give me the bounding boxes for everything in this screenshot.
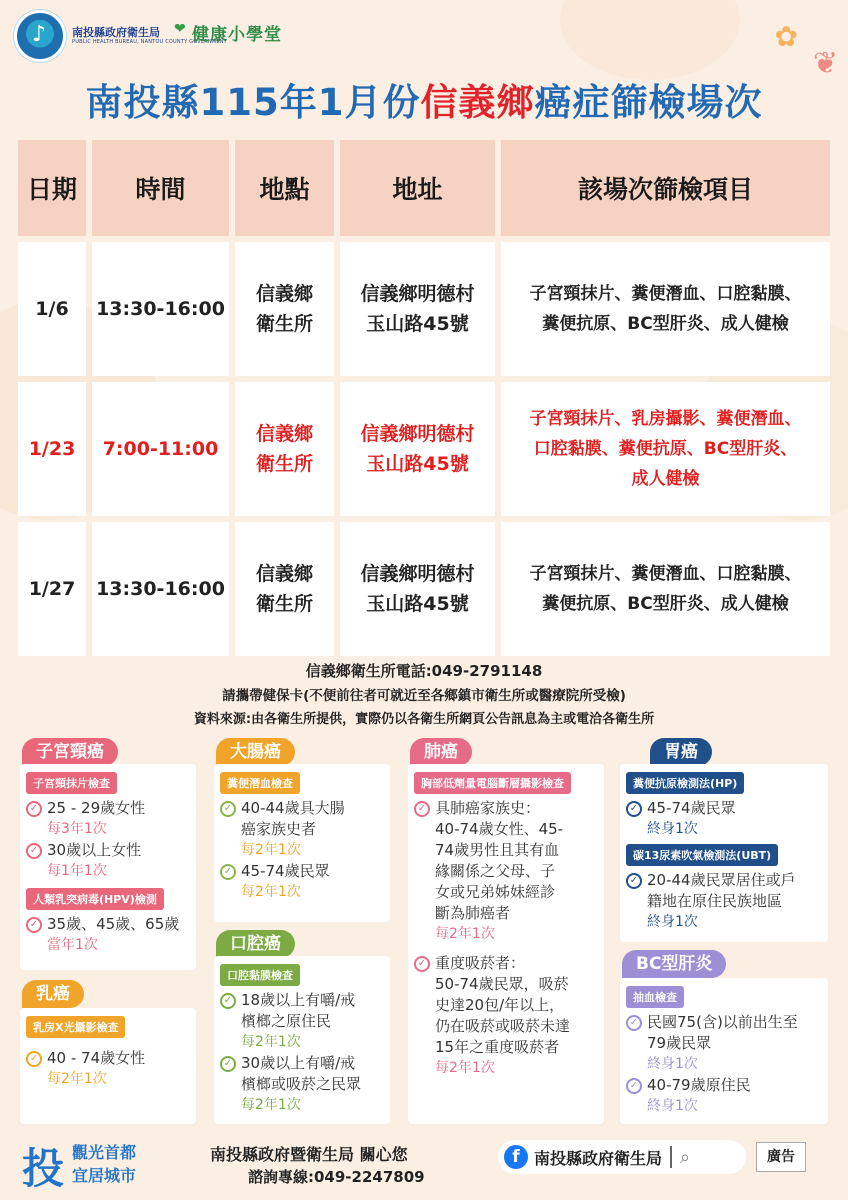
item-line: 40-44歲具大腸 <box>241 799 345 817</box>
addr-line: 信義鄉明德村 <box>360 283 475 305</box>
item-frequency: 每2年1次 <box>241 1097 301 1113</box>
item-frequency: 終身1次 <box>647 914 698 930</box>
list-item <box>220 861 384 882</box>
health-school-label: 健康小學堂 <box>192 25 282 45</box>
stomach-label: 胃癌 <box>650 738 712 766</box>
items-line: 成人健檢 <box>631 469 700 489</box>
check-icon: ✓ <box>414 801 430 817</box>
item-text: 25 - 29歲女性 <box>47 799 146 817</box>
ad-button[interactable]: 廣告 <box>756 1142 806 1172</box>
check-icon: ✓ <box>26 843 42 859</box>
item-line: 檳榔之原住民 <box>241 1012 332 1030</box>
check-icon: ✓ <box>26 917 42 933</box>
check-icon: ✓ <box>626 801 642 817</box>
items-line: 子宮頸抹片、糞便潛血、口腔黏膜、 <box>529 284 802 304</box>
item-frequency: 當年1次 <box>47 937 98 953</box>
list-item <box>626 1075 822 1096</box>
list-item <box>220 990 384 1032</box>
list-item <box>26 914 190 935</box>
cell-place <box>235 522 334 656</box>
cell-time: 7:00-11:00 <box>92 382 229 516</box>
divider <box>670 1146 672 1168</box>
item-text <box>647 1012 798 1054</box>
place-line: 信義鄉 <box>255 563 313 585</box>
cell-date: 1/23 <box>18 382 86 516</box>
items-line: 子宮頸抹片、乳房攝影、糞便潛血、 <box>529 409 802 429</box>
clinic-phone: 信義鄉衛生所電話:049-2791148 <box>305 662 543 680</box>
check-icon: ✓ <box>220 993 236 1009</box>
item-text <box>241 990 355 1032</box>
place-line: 衛生所 <box>255 593 313 615</box>
schedule-table <box>12 134 836 662</box>
title-before: 南投縣115年1月份 <box>85 81 421 124</box>
cell-items <box>501 242 830 376</box>
cell-time: 13:30-16:00 <box>92 242 229 376</box>
slogan-line: 觀光首都 <box>72 1143 137 1162</box>
leaf-icon: ❤ <box>174 21 186 37</box>
facebook-page-name: 南投縣政府衛生局 <box>534 1148 663 1168</box>
item-line: 史達20包/年以上， <box>435 996 565 1014</box>
colon-tag: 糞便潛血檢查 <box>220 772 300 794</box>
hepatitis-label: BC型肝炎 <box>622 950 726 978</box>
check-icon: ✓ <box>220 801 236 817</box>
cell-time: 13:30-16:00 <box>92 522 229 656</box>
items-line: 子宮頸抹片、糞便潛血、口腔黏膜、 <box>529 564 802 584</box>
item-frequency: 每3年1次 <box>47 821 107 837</box>
facebook-icon: f <box>504 1145 528 1169</box>
data-source-note: 資料來源:由各衛生所提供，實際仍以各衛生所網頁公告訊息為主或電洽各衛生所 <box>193 712 655 727</box>
cell-items <box>501 522 830 656</box>
cell-address <box>340 382 495 516</box>
table-row-highlight <box>18 382 830 516</box>
title-after: 癌症篩檢場次 <box>534 81 763 124</box>
list-item <box>626 798 822 819</box>
item-line: 18歲以上有嚼/戒 <box>241 991 356 1009</box>
check-icon: ✓ <box>26 1051 42 1067</box>
item-line: 檳榔或吸菸之民眾 <box>241 1075 362 1093</box>
list-item <box>26 840 190 861</box>
bg-circle <box>560 0 740 80</box>
hepatitis-tag: 抽血檢查 <box>626 986 684 1008</box>
oral-card <box>214 956 390 1124</box>
oral-tag: 口腔黏膜檢查 <box>220 964 300 986</box>
stomach-tag-ubt: 碳13尿素吹氣檢測法(UBT) <box>626 844 778 866</box>
item-line: 30歲以上有嚼/戒 <box>241 1054 356 1072</box>
item-frequency: 終身1次 <box>647 821 698 837</box>
table-header-row <box>18 140 830 236</box>
check-icon: ✓ <box>626 1015 642 1031</box>
item-line: 籍地在原住民族地區 <box>647 892 783 910</box>
flower-icon: ✿ <box>774 20 798 53</box>
header-date: 日期 <box>18 140 86 236</box>
cervical-label: 子宮頸癌 <box>22 738 118 766</box>
place-line: 信義鄉 <box>255 283 313 305</box>
item-line: 仍在吸菸或吸菸未達 <box>435 1017 571 1035</box>
page-title <box>0 72 848 126</box>
tou-logo-icon: 投 <box>22 1144 65 1193</box>
item-frequency: 每2年1次 <box>241 842 301 858</box>
title-highlight: 信義鄉 <box>420 81 535 124</box>
facebook-search-bar[interactable] <box>498 1140 746 1174</box>
table-row <box>18 522 830 656</box>
item-frequency: 每2年1次 <box>435 1060 495 1076</box>
item-line: 40-74歲女性、45- <box>435 820 564 838</box>
stomach-tag-hp: 糞便抗原檢測法(HP) <box>626 772 744 794</box>
items-line: 口腔黏膜、糞便抗原、BC型肝炎、 <box>533 439 798 459</box>
item-line: 50-74歲民眾，吸菸 <box>435 975 569 993</box>
breast-card <box>20 1008 196 1124</box>
item-text <box>435 798 563 924</box>
check-icon: ✓ <box>220 1056 236 1072</box>
place-line: 衛生所 <box>255 313 313 335</box>
item-line: 緣關係之父母、子 <box>435 862 556 880</box>
list-item <box>414 953 598 1058</box>
cell-items <box>501 382 830 516</box>
item-text <box>647 870 796 912</box>
place-line: 衛生所 <box>255 453 313 475</box>
org-name: 南投縣政府衛生局 <box>72 26 160 39</box>
list-item <box>26 798 190 819</box>
item-text <box>241 1053 361 1095</box>
item-line: 具肺癌家族史： <box>435 799 541 817</box>
addr-line: 玉山路45號 <box>366 453 469 475</box>
header-place: 地點 <box>235 140 334 236</box>
check-icon: ✓ <box>626 1078 642 1094</box>
cervical-tag-pap: 子宮頸抹片檢查 <box>26 772 117 794</box>
list-item <box>220 798 384 840</box>
cell-address <box>340 242 495 376</box>
place-line: 信義鄉 <box>255 423 313 445</box>
breast-label: 乳癌 <box>22 980 84 1008</box>
item-line: 民國75(含)以前出生至 <box>647 1013 798 1031</box>
lung-label: 肺癌 <box>410 738 472 766</box>
cell-date: 1/27 <box>18 522 86 656</box>
items-line: 糞便抗原、BC型肝炎、成人健檢 <box>542 314 789 334</box>
cell-date: 1/6 <box>18 242 86 376</box>
item-frequency: 每2年1次 <box>241 1034 301 1050</box>
check-icon: ✓ <box>626 873 642 889</box>
oral-label: 口腔癌 <box>216 930 295 958</box>
addr-line: 信義鄉明德村 <box>360 563 475 585</box>
item-frequency: 每2年1次 <box>435 926 495 942</box>
health-card-note: 請攜帶健保卡(不便前往者可就近至各鄉鎮市衛生所或醫療院所受檢) <box>222 688 626 704</box>
org-subtitle: PUBLIC HEALTH BUREAU, NANTOU COUNTY GOVERNMENT <box>72 39 227 45</box>
list-item <box>26 1048 190 1069</box>
breast-tag: 乳房X光攝影檢查 <box>26 1016 125 1038</box>
hepatitis-card <box>620 978 828 1124</box>
slogan-line: 宜居城市 <box>72 1166 137 1185</box>
addr-line: 信義鄉明德村 <box>360 423 475 445</box>
header-address: 地址 <box>340 140 495 236</box>
item-line: 15年之重度吸菸者 <box>435 1038 560 1056</box>
item-text: 30歲以上女性 <box>47 841 142 859</box>
butterfly-icon: ❦ <box>812 46 838 81</box>
colon-card <box>214 764 390 922</box>
item-text <box>435 953 570 1058</box>
item-frequency: 每2年1次 <box>241 884 301 900</box>
item-line: 斷為肺癌者 <box>435 904 511 922</box>
bureau-logo <box>14 10 66 62</box>
addr-line: 玉山路45號 <box>366 593 469 615</box>
items-line: 糞便抗原、BC型肝炎、成人健檢 <box>542 594 789 614</box>
item-line: 重度吸菸者： <box>435 954 526 972</box>
item-frequency: 每1年1次 <box>47 863 107 879</box>
item-text: 40 - 74歲女性 <box>47 1049 146 1067</box>
item-line: 74歲男性且其有血 <box>435 841 560 859</box>
list-item <box>626 870 822 912</box>
item-text: 40-79歲原住民 <box>647 1076 751 1094</box>
item-text: 35歲、45歲、65歲 <box>47 915 180 933</box>
cell-place <box>235 242 334 376</box>
cell-place <box>235 382 334 516</box>
colon-label: 大腸癌 <box>216 738 295 766</box>
cervical-card <box>20 764 196 970</box>
item-text: 45-74歲民眾 <box>241 862 330 880</box>
item-frequency: 終身1次 <box>647 1098 698 1114</box>
item-line: 癌家族史者 <box>241 820 317 838</box>
list-item <box>220 1053 384 1095</box>
cervical-tag-hpv: 人類乳突病毒(HPV)檢測 <box>26 888 164 910</box>
list-item <box>626 1012 822 1054</box>
item-line: 女或兄弟姊妹經診 <box>435 883 556 901</box>
item-line: 79歲民眾 <box>647 1034 712 1052</box>
hotline: 諮詢專線:049-2247809 <box>248 1168 425 1186</box>
list-item <box>414 798 598 924</box>
check-icon: ✓ <box>26 801 42 817</box>
check-icon: ✓ <box>414 956 430 972</box>
item-line: 20-44歲民眾居住或戶 <box>647 871 796 889</box>
header-items: 該場次篩檢項目 <box>501 140 830 236</box>
item-text: 45-74歲民眾 <box>647 799 736 817</box>
item-frequency: 每2年1次 <box>47 1071 107 1087</box>
header-time: 時間 <box>92 140 229 236</box>
search-icon[interactable]: ⌕ <box>680 1146 691 1168</box>
addr-line: 玉山路45號 <box>366 313 469 335</box>
check-icon: ✓ <box>220 864 236 880</box>
footer-org: 南投縣政府暨衛生局 關心您 <box>210 1145 408 1164</box>
lung-tag: 胸部低劑量電腦斷層攝影檢查 <box>414 772 571 794</box>
table-row <box>18 242 830 376</box>
item-frequency: 終身1次 <box>647 1056 698 1072</box>
item-text <box>241 798 345 840</box>
lung-card <box>408 764 604 1124</box>
stomach-card <box>620 764 828 942</box>
cell-address <box>340 522 495 656</box>
